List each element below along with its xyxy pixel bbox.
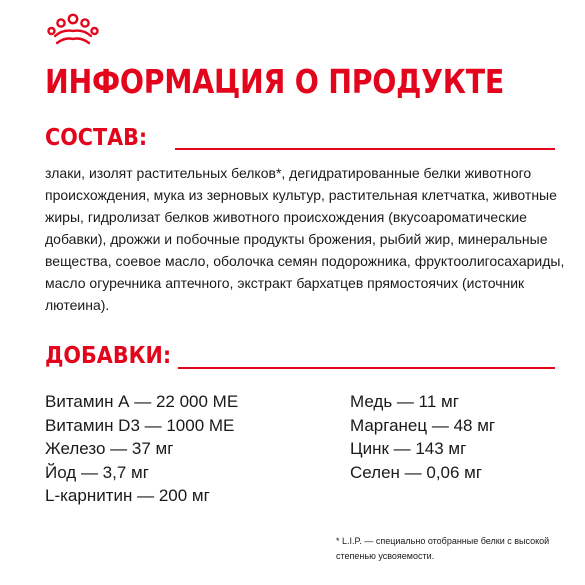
composition-text: злаки, изолят растительных белков*, дегидратированные белки животного происхождения, мука из зерновых культур, растительная клетчатка, животные жиры, гидролизат белков животного происхождения (вкусоароматические добавки), дрожжи и побочные продукты брожения, рыбий жир, минеральные вещества, соевое масло, оболочка семян подорожника, фруктоолигосахариды, масло огуречника аптечного, экстракт бархатцев прямостоячих (источник лютеина).: [45, 165, 565, 313]
additive-item-selenium: Селен — 0,06 мг: [350, 462, 483, 482]
royal-canin-crown-icon: [45, 12, 101, 50]
additive-item-iron: Железо — 37 мг: [45, 439, 174, 458]
footnote: * L.I.P. — специально отобранные белки с высокой степенью усвояемости.: [336, 536, 550, 561]
page-title: ИНФОРМАЦИЯ О ПРОДУКТЕ: [45, 62, 504, 101]
additives-divider: [178, 367, 555, 369]
additive-item-copper: Медь — 11 мг: [350, 392, 459, 411]
additives-right-list: [350, 390, 495, 484]
additive-item-manganese: Марганец — 48 мг: [350, 415, 496, 435]
additive-item-iodine: Йод — 3,7 мг: [45, 462, 149, 482]
additives-heading: ДОБАВКИ:: [45, 343, 172, 369]
additive-item-vitamin-d3: Витамин D3 — 1000 МЕ: [45, 415, 235, 435]
composition-heading: СОСТАВ:: [45, 125, 148, 151]
additive-item-vitamin-a: Витамин А — 22 000 МЕ: [45, 392, 239, 411]
composition-divider: [175, 148, 555, 150]
additive-item-l-carnitine: L-карнитин — 200 мг: [45, 486, 210, 505]
additive-item-zinc: Цинк — 143 мг: [350, 439, 467, 458]
additives-left-list: [45, 390, 238, 508]
